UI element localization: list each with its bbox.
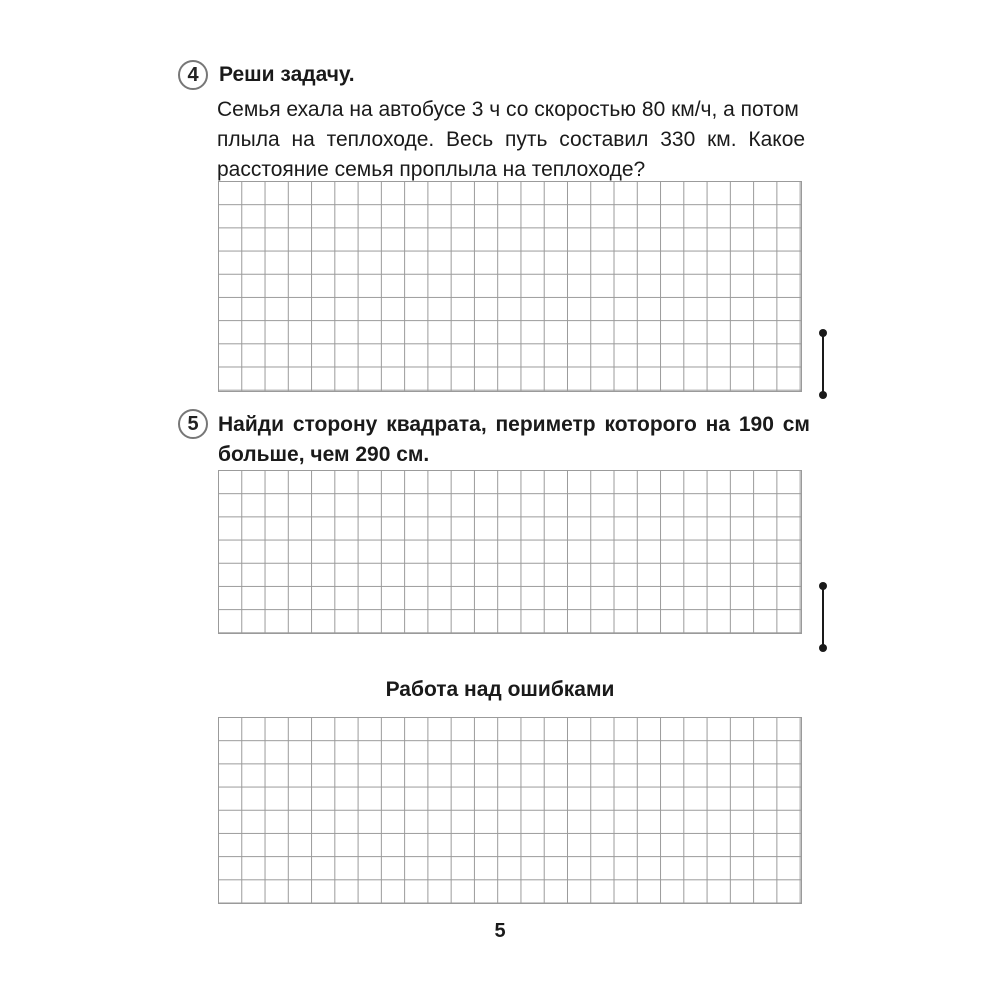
task-4-line: расстояние семья проплыла на теплоходе? — [217, 158, 646, 181]
check-marker-line — [822, 586, 824, 648]
task-4-number-badge — [178, 60, 208, 90]
task-4-text — [217, 95, 807, 185]
task-4-line: Семья ехала на автобусе 3 ч со скоростью 80 км/ч, а потом — [217, 98, 799, 121]
errors-answer-grid[interactable] — [218, 717, 802, 904]
task-4-line — [217, 125, 806, 155]
check-marker-dot — [819, 391, 827, 399]
task-5-text — [218, 410, 810, 470]
task-5-number-badge — [178, 409, 208, 439]
page-number: 5 — [494, 920, 506, 942]
check-marker-dot — [819, 329, 827, 337]
task-4-line-text: плыла на теплоходе. Весь путь составил 330 км. Какое — [217, 128, 806, 151]
errors-section-heading: Работа над ошибками — [385, 678, 615, 701]
task-4-number: 4 — [187, 63, 199, 86]
check-marker-dot — [819, 582, 827, 590]
task-5-line: Найди сторону квадрата, периметр которого на 190 см — [218, 413, 810, 436]
check-marker-dot — [819, 644, 827, 652]
task-5-line: больше, чем 290 см. — [218, 443, 430, 466]
check-marker-line — [822, 333, 824, 395]
task-4-title: Реши задачу. — [219, 63, 355, 86]
task-5-number: 5 — [187, 412, 199, 435]
task-4-answer-grid[interactable] — [218, 181, 802, 392]
task-5-answer-grid[interactable] — [218, 470, 802, 634]
